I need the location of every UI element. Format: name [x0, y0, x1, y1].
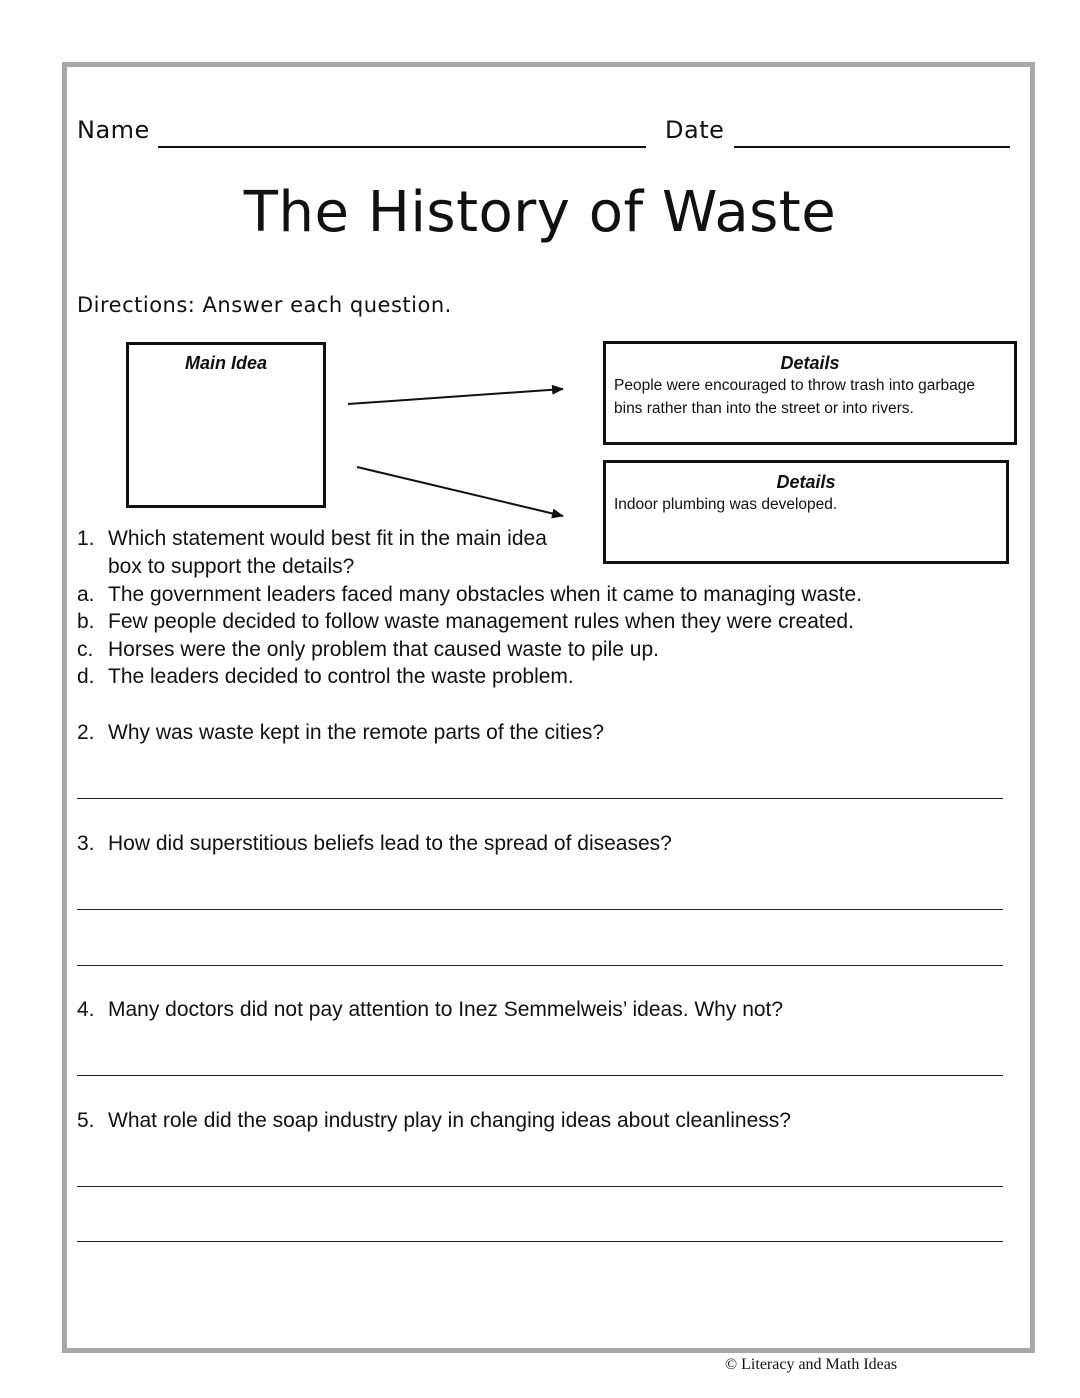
question-text: box to support the details?: [108, 555, 355, 578]
question-number: 3.: [77, 832, 95, 855]
answer-line[interactable]: [77, 798, 1003, 799]
question-text: Which statement would best fit in the main idea: [108, 527, 547, 550]
answer-line[interactable]: [77, 1241, 1003, 1242]
question-number: 5.: [77, 1109, 95, 1132]
option-letter: c.: [77, 638, 94, 661]
answer-line[interactable]: [77, 1075, 1003, 1076]
question-number: 4.: [77, 998, 95, 1021]
option-text: Horses were the only problem that caused waste to pile up.: [108, 638, 659, 661]
date-label: Date: [665, 116, 725, 144]
question-text: Why was waste kept in the remote parts of the cities?: [108, 721, 605, 744]
answer-line[interactable]: [77, 909, 1003, 910]
directions: Directions: Answer each question.: [77, 293, 452, 317]
option-letter: a.: [77, 583, 95, 606]
copyright-footer: © Literacy and Math Ideas: [725, 1356, 898, 1373]
details-title: Details: [780, 353, 840, 373]
answer-line[interactable]: [77, 965, 1003, 966]
details-text: People were encouraged to throw trash into garbage bins rather than into the street or into rivers.: [614, 377, 976, 417]
page-title: The History of Waste: [243, 180, 837, 245]
question-text: How did superstitious beliefs lead to the spread of diseases?: [108, 832, 672, 855]
question-text: Many doctors did not pay attention to Inez Semmelweis’ ideas. Why not?: [108, 998, 784, 1021]
details-box-1: [603, 341, 1017, 445]
option-letter: b.: [77, 610, 95, 633]
answer-line[interactable]: [77, 1186, 1003, 1187]
details-title: Details: [776, 472, 836, 492]
option-letter: d.: [77, 665, 95, 688]
main-idea-title: Main Idea: [184, 353, 268, 373]
option-text: The government leaders faced many obstacles when it came to managing waste.: [108, 583, 863, 606]
question-number: 2.: [77, 721, 95, 744]
option-text: The leaders decided to control the waste problem.: [108, 665, 574, 688]
arrow-to-details-2: [357, 467, 563, 516]
details-box-2: [603, 460, 1009, 564]
option-text: Few people decided to follow waste management rules when they were created.: [108, 610, 854, 633]
question-number: 1.: [77, 527, 95, 550]
question-text: What role did the soap industry play in changing ideas about cleanliness?: [108, 1109, 791, 1132]
name-label: Name: [77, 116, 150, 144]
details-text: Indoor plumbing was developed.: [614, 496, 838, 513]
arrow-to-details-1: [348, 389, 563, 404]
